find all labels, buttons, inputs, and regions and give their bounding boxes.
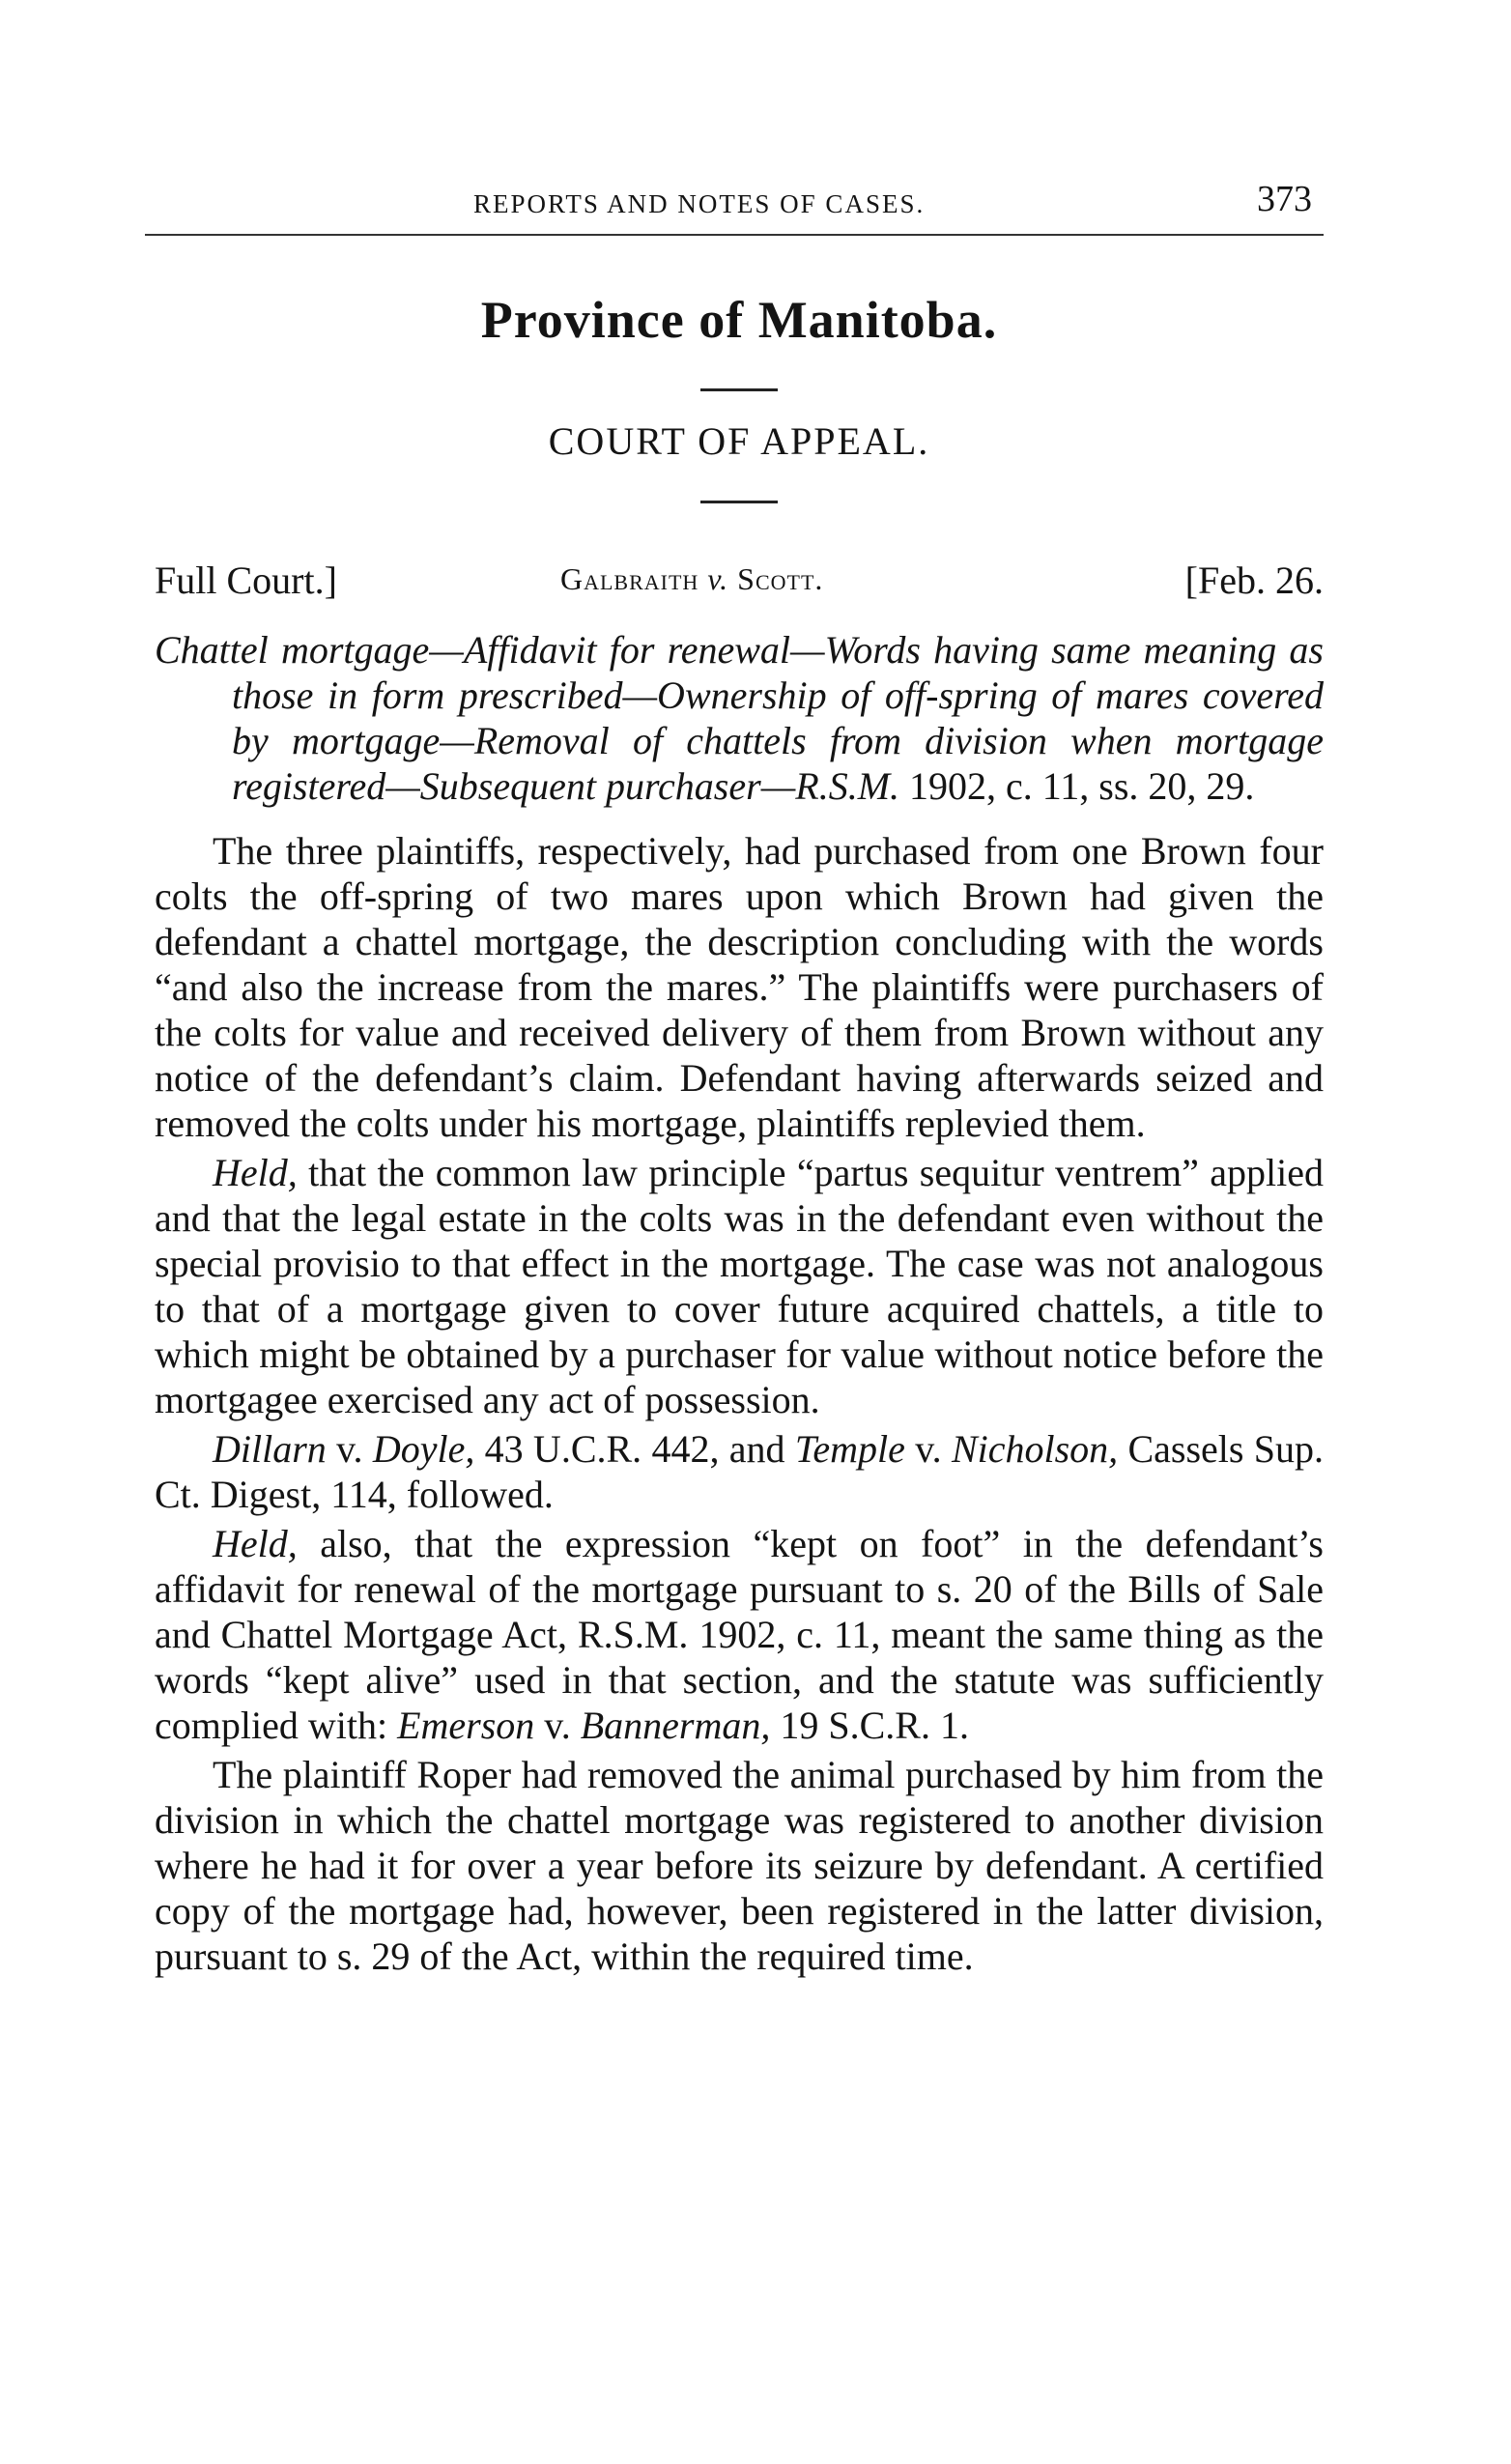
- court-divider: [700, 501, 778, 503]
- cite-end: 19 S.C.R. 1.: [770, 1704, 969, 1747]
- paragraph-authorities: [155, 1426, 1324, 1517]
- case-cite-temple: Temple: [794, 1427, 905, 1471]
- page-number: 373: [1257, 179, 1312, 219]
- case-plaintiff: Galbraith: [560, 561, 699, 596]
- cite-versus: v.: [534, 1704, 581, 1747]
- case-versus: v.: [707, 561, 729, 596]
- held-label: Held,: [213, 1151, 298, 1194]
- paragraph-holding-2: [155, 1521, 1324, 1748]
- running-header: [155, 174, 1324, 232]
- case-name: [560, 561, 823, 597]
- headnote-text: Chattel mortgage—Affidavit for renewal—Words having same meaning as those in form prescribed—Ownership of off-spring of mares covered by mortgage—Removal of chattels from division when mortgage registered—Subsequent purchaser—R.S.M.: [155, 628, 1324, 808]
- held-label: Held,: [213, 1522, 298, 1565]
- case-cite-doyle: Doyle,: [372, 1427, 475, 1471]
- cite-middle: 43 U.C.R. 442, and: [474, 1427, 795, 1471]
- running-title: REPORTS AND NOTES OF CASES.: [473, 189, 926, 218]
- heading-divider: [700, 388, 778, 391]
- headnote-citation: 1902, c. 11, ss. 20, 29.: [899, 764, 1255, 808]
- court-heading: COURT OF APPEAL.: [548, 419, 930, 463]
- case-cite-dillarn: Dillarn: [213, 1427, 327, 1471]
- headnote: [155, 627, 1324, 809]
- case-cite-nicholson: Nicholson,: [951, 1427, 1119, 1471]
- case-date: [Feb. 26.: [1184, 559, 1324, 602]
- cite-versus: v.: [904, 1427, 952, 1471]
- cite-versus: v.: [326, 1427, 373, 1471]
- paragraph-removal: The plaintiff Roper had removed the animal purchased by him from the division in which the chattel mortgage was registered to another division where he had it for over a year before its seizure by defendant. A certified copy of the mortgage had, however, been registered in the latter division, pursuant to s. 29 of the Act, within the required time.: [155, 1753, 1324, 1978]
- cite-end: Cassels Sup. Ct. Digest, 114, followed.: [155, 1427, 1325, 1516]
- header-rule: [145, 234, 1324, 236]
- case-cite-emerson: Emerson: [397, 1704, 535, 1747]
- case-cite-bannerman: Bannerman,: [580, 1704, 771, 1747]
- case-caption: [155, 558, 1324, 606]
- paragraph-facts: The three plaintiffs, respectively, had purchased from one Brown four colts the off-spring of two mares upon which Brown had given the defendant a chattel mortgage, the description concluding with the words “and also the increase from the mares.” The plaintiffs were purchasers of the colts for value and received delivery of them from Brown without any notice of the defendant’s claim. Defendant having afterwards seized and removed the colts under his mortgage, plaintiffs replevied them.: [155, 829, 1324, 1145]
- holding-2-text: also, that the expression “kept on foot” in the defendant’s affidavit for renewal of the mortgage pursuant to s. 20 of the Bills of Sale and Chattel Mortgage Act, R.S.M. 1902, c. 11, meant the same thing as the words “kept alive” used in that section, and the statute was sufficiently complied with:: [155, 1522, 1324, 1747]
- case-defendant: Scott.: [737, 561, 824, 596]
- case-court: Full Court.]: [155, 559, 337, 602]
- paragraph-holding-1: [155, 1150, 1324, 1422]
- document-page: [155, 174, 1324, 1979]
- province-heading: Province of Manitoba.: [480, 291, 998, 349]
- holding-1-text: that the common law principle “partus sequitur ventrem” applied and that the legal estate in the colts was in the defendant even without the special provisio to that effect in the mortgage. The case was not analogous to that of a mortgage given to cover future acquired chattels, a title to which might be obtained by a purchaser for value without notice before the mortgagee exercised any act of possession.: [155, 1151, 1324, 1421]
